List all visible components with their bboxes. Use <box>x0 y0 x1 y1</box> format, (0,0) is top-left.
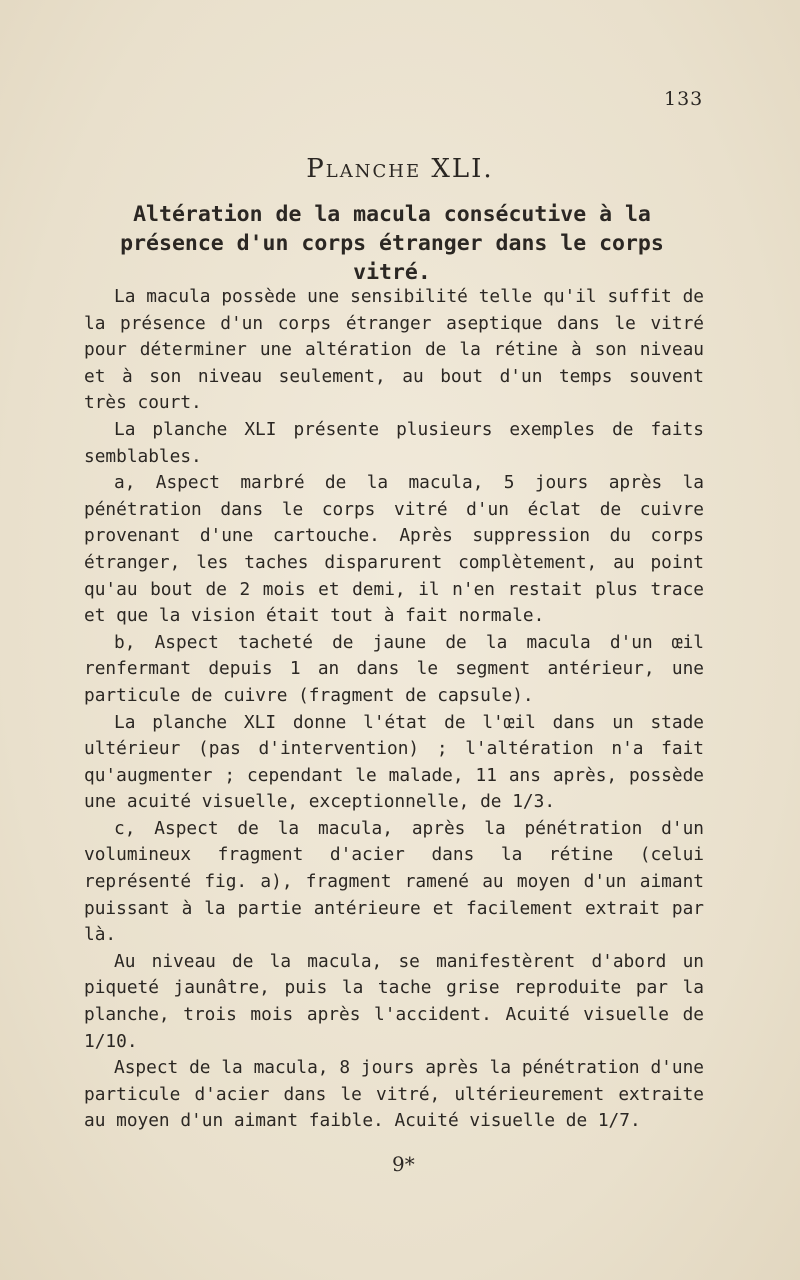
paragraph: c, Aspect de la macula, après la pénétration d'un volumineux fragment d'acier dans la rétine (celui représenté fig. a), fragment ramené au moyen d'un aimant puissant à la partie antérieure et facilement extrait par là. <box>84 817 704 946</box>
paragraph: a, Aspect marbré de la macula, 5 jours après la pénétration dans le corps vitré d'un éclat de cuivre provenant d'une cartouche. Après suppression du corps étranger, les taches disparurent complètement, au point qu'au bout de 2 mois et demi, il n'en restait plus trace et que la vision était tout à fait normale. <box>84 472 704 627</box>
paragraph: Au niveau de la macula, se manifestèrent d'abord un piqueté jaunâtre, puis la tache grise reproduite par la planche, trois mois après l'accident. Acuité visuelle de 1/10. <box>84 950 704 1052</box>
plate-title: Planche XLI. <box>306 154 494 184</box>
paragraph: Aspect de la macula, 8 jours après la pénétration d'une particule d'acier dans le vitré, ultérieurement extraite au moyen d'un aimant faible. Acuité visuelle de 1/7. <box>84 1057 704 1132</box>
paragraph: La planche XLI présente plusieurs exemples de faits semblables. <box>84 418 704 467</box>
paragraph: La planche XLI donne l'état de l'œil dans un stade ultérieur (pas d'intervention) ; l'altération n'a fait qu'augmenter ; cependant le malade, 11 ans après, possède une acuité visuelle, exceptionnelle, de 1/3. <box>84 711 704 813</box>
signature-mark: 9* <box>392 1152 415 1176</box>
paragraph: b, Aspect tacheté de jaune de la macula d'un œil renfermant depuis 1 an dans le segment antérieur, une particule de cuivre (fragment de capsule). <box>84 631 704 706</box>
paragraph: La macula possède une sensibilité telle qu'il suffit de la présence d'un corps étranger aseptique dans le vitré pour déterminer une altération de la rétine à son niveau et à son niveau seulement, au bout d'un temps souvent très court. <box>84 286 704 414</box>
body-text <box>84 284 704 1135</box>
section-heading: Altération de la macula consécutive à la présence d'un corps étranger dans le corps vitré. <box>120 202 664 285</box>
page-number: 133 <box>664 88 704 110</box>
